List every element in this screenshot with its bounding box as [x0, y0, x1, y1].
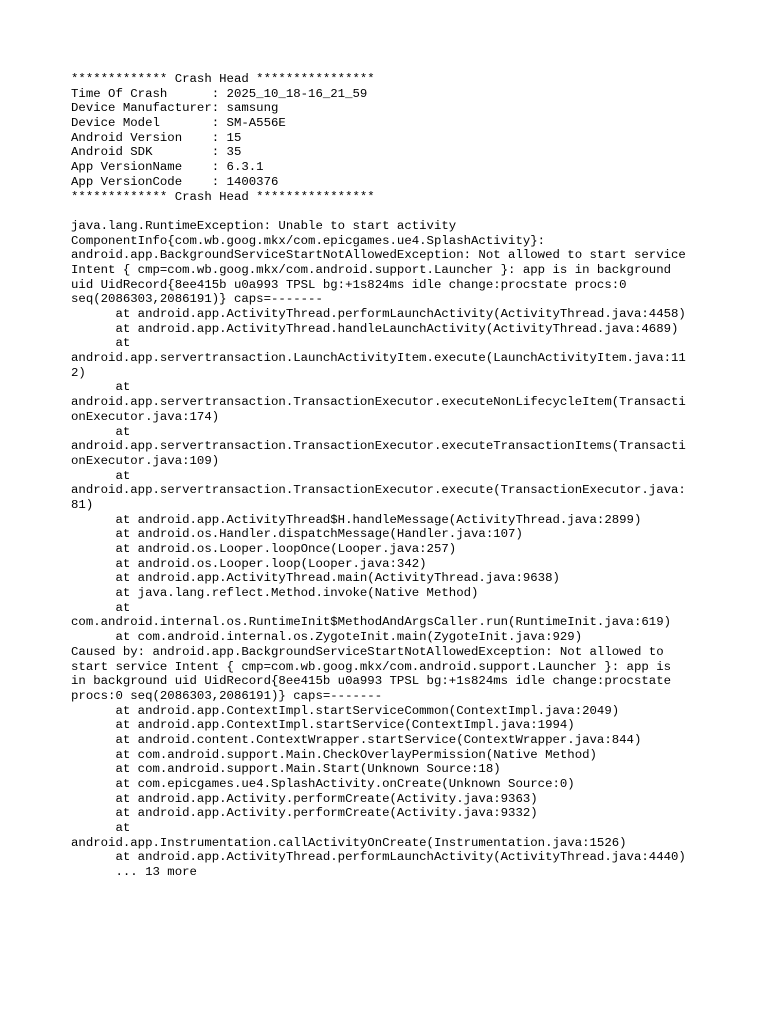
crash-log-document	[71, 72, 711, 880]
log-line: at android.content.ContextWrapper.startService(ContextWrapper.java:844)	[71, 732, 642, 747]
log-line: seq(2086303,2086191)} caps=-------	[71, 292, 323, 307]
log-line: android.app.servertransaction.TransactionExecutor.execute(TransactionExecutor.java:	[71, 483, 686, 498]
log-line: at	[71, 821, 131, 836]
log-line: at android.os.Looper.loopOnce(Looper.java:257)	[71, 542, 457, 556]
log-line: at android.app.Activity.performCreate(Activity.java:9363)	[71, 791, 538, 806]
log-line: at com.android.internal.os.ZygoteInit.main(ZygoteInit.java:929)	[71, 630, 583, 645]
log-line: at	[71, 468, 131, 483]
blank-line	[71, 204, 711, 219]
log-line: Device Manufacturer: samsung	[71, 101, 279, 116]
log-line: 2)	[71, 365, 86, 380]
log-line: at	[71, 336, 131, 351]
log-line: 81)	[71, 497, 94, 512]
log-line: at com.android.support.Main.CheckOverlayPermission(Native Method)	[71, 747, 597, 762]
log-line: at android.os.Handler.dispatchMessage(Handler.java:107)	[71, 527, 523, 542]
log-line: onExecutor.java:174)	[71, 409, 220, 424]
log-line: Intent { cmp=com.wb.goog.mkx/com.android.support.Launcher }: app is in background	[71, 262, 672, 277]
log-line: at android.app.ContextImpl.startServiceCommon(ContextImpl.java:2049)	[71, 703, 620, 718]
log-line: ************* Crash Head ****************	[71, 189, 375, 204]
log-line: Caused by: android.app.BackgroundServiceStartNotAllowedException: Not allowed to	[71, 644, 664, 659]
log-line: at android.app.ActivityThread.handleLaunchActivity(ActivityThread.java:4689)	[71, 321, 679, 336]
log-line: at android.app.Activity.performCreate(Activity.java:9332)	[71, 806, 538, 821]
log-line: App VersionCode : 1400376	[71, 174, 279, 189]
log-line: android.app.Instrumentation.callActivityOnCreate(Instrumentation.java:1526)	[71, 835, 627, 850]
log-line: at com.android.support.Main.Start(Unknown Source:18)	[71, 762, 501, 777]
log-line: start service Intent { cmp=com.wb.goog.mkx/com.android.support.Launcher }: app is	[71, 659, 672, 674]
log-line: ... 13 more	[71, 865, 197, 880]
log-line: Device Model : SM-A556E	[71, 116, 286, 131]
log-line: at android.app.ActivityThread.main(ActivityThread.java:9638)	[71, 571, 560, 586]
log-line: at	[71, 600, 131, 615]
log-line: android.app.BackgroundServiceStartNotAllowedException: Not allowed to start service	[71, 248, 686, 263]
log-line: in background uid UidRecord{8ee415b u0a993 TPSL bg:+1s824ms idle change:procstate	[71, 674, 672, 689]
log-line: at	[71, 424, 131, 439]
log-line: ComponentInfo{com.wb.goog.mkx/com.epicgames.ue4.SplashActivity}:	[71, 233, 546, 248]
log-line: ************* Crash Head ****************	[71, 72, 375, 86]
log-line: at android.os.Looper.loop(Looper.java:342)	[71, 556, 427, 571]
log-line: at android.app.ActivityThread$H.handleMessage(ActivityThread.java:2899)	[71, 512, 642, 527]
log-line: android.app.servertransaction.LaunchActivityItem.execute(LaunchActivityItem.java:11	[71, 351, 686, 366]
log-line: onExecutor.java:109)	[71, 453, 220, 468]
log-line: at android.app.ActivityThread.performLaunchActivity(ActivityThread.java:4458)	[71, 307, 686, 321]
log-line: Android SDK : 35	[71, 145, 242, 160]
log-line: at java.lang.reflect.Method.invoke(Native Method)	[71, 586, 479, 601]
log-line: at com.epicgames.ue4.SplashActivity.onCreate(Unknown Source:0)	[71, 777, 575, 791]
log-line: Android Version : 15	[71, 130, 242, 145]
log-line: Time Of Crash : 2025_10_18-16_21_59	[71, 86, 368, 101]
log-line: java.lang.RuntimeException: Unable to start activity	[71, 218, 457, 233]
log-line: uid UidRecord{8ee415b u0a993 TPSL bg:+1s824ms idle change:procstate procs:0	[71, 277, 627, 292]
log-line: android.app.servertransaction.TransactionExecutor.executeTransactionItems(Transacti	[71, 439, 686, 454]
log-line: android.app.servertransaction.TransactionExecutor.executeNonLifecycleItem(Transacti	[71, 395, 686, 410]
log-line: procs:0 seq(2086303,2086191)} caps=-------	[71, 688, 383, 703]
log-line: at android.app.ActivityThread.performLaunchActivity(ActivityThread.java:4440)	[71, 850, 686, 865]
log-line: at android.app.ContextImpl.startService(ContextImpl.java:1994)	[71, 718, 575, 733]
log-line: at	[71, 380, 131, 395]
log-line: App VersionName : 6.3.1	[71, 160, 264, 175]
log-line: com.android.internal.os.RuntimeInit$MethodAndArgsCaller.run(RuntimeInit.java:619)	[71, 615, 672, 630]
